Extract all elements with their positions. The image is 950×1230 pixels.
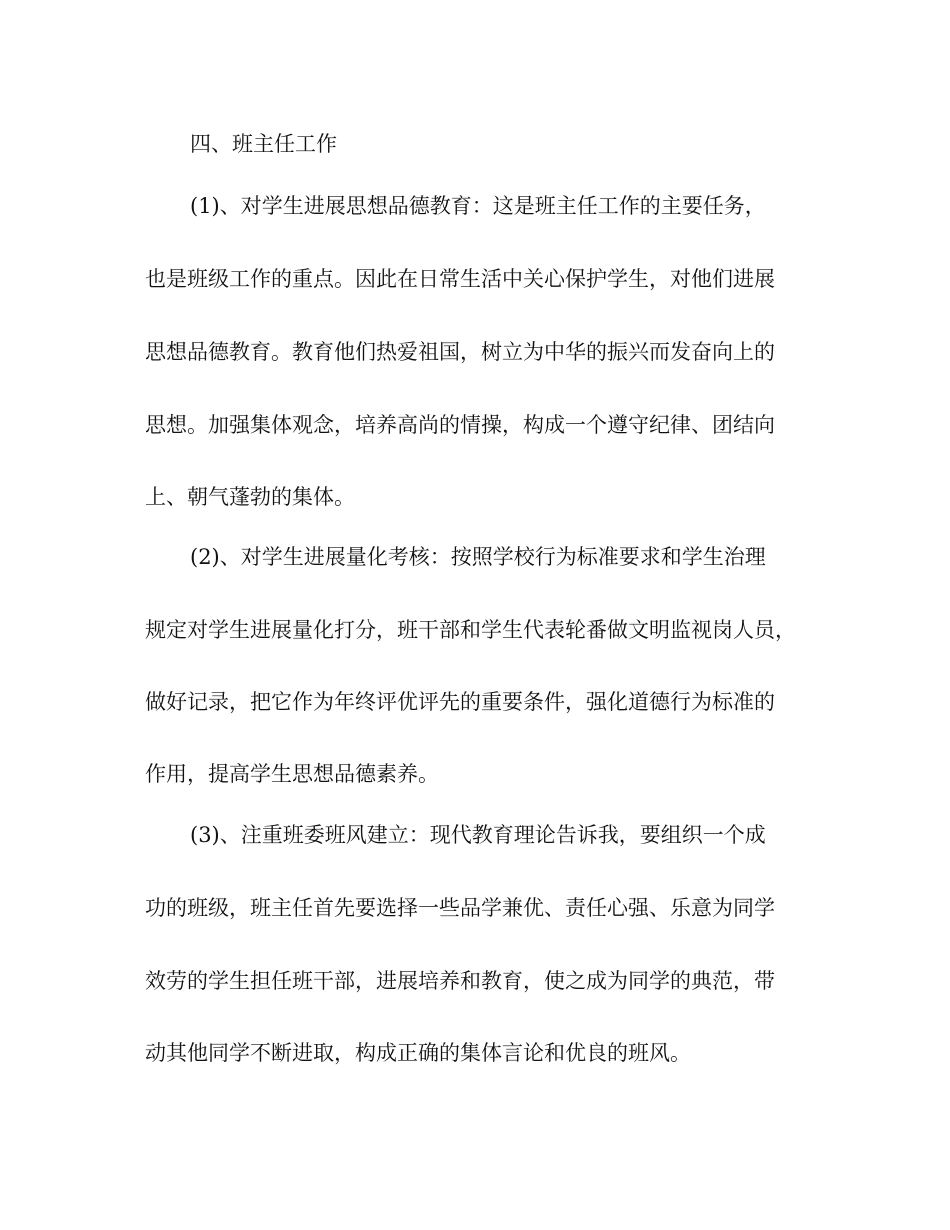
paragraph-2-line-4: 作用，提高学生思想品德素养。 <box>145 762 439 786</box>
paragraph-2-line-2: 规定对学生进展量化打分，班干部和学生代表轮番做文明监视岗人员， <box>145 618 796 642</box>
paragraph-3-line-4: 动其他同学不断进取，构成正确的集体言论和优良的班风。 <box>145 1041 691 1065</box>
paragraph-2-line-3: 做好记录，把它作为年终评优评先的重要条件，强化道德行为标准的 <box>145 690 775 714</box>
paragraph-1-line-1: (1)、对学生进展思想品德教育：这是班主任工作的主要任务， <box>190 194 766 218</box>
paragraph-1-line-4: 思想。加强集体观念，培养高尚的情操，构成一个遵守纪律、团结向 <box>145 413 775 437</box>
paragraph-1-line-2: 也是班级工作的重点。因此在日常生活中关心保护学生，对他们进展 <box>145 267 775 291</box>
paragraph-1-line-5: 上、朝气蓬勃的集体。 <box>145 485 355 509</box>
paragraph-3-line-1: (3)、注重班委班风建立：现代教育理论告诉我，要组织一个成 <box>190 823 766 847</box>
section-heading: 四、班主任工作 <box>190 132 337 156</box>
paragraph-2-line-1: (2)、对学生进展量化考核：按照学校行为标准要求和学生治理 <box>190 545 766 569</box>
paragraph-3-line-3: 效劳的学生担任班干部，进展培养和教育，使之成为同学的典范，带 <box>145 969 775 993</box>
paragraph-1-line-3: 思想品德教育。教育他们热爱祖国，树立为中华的振兴而发奋向上的 <box>145 340 775 364</box>
paragraph-3-line-2: 功的班级，班主任首先要选择一些品学兼优、责任心强、乐意为同学 <box>145 896 775 920</box>
